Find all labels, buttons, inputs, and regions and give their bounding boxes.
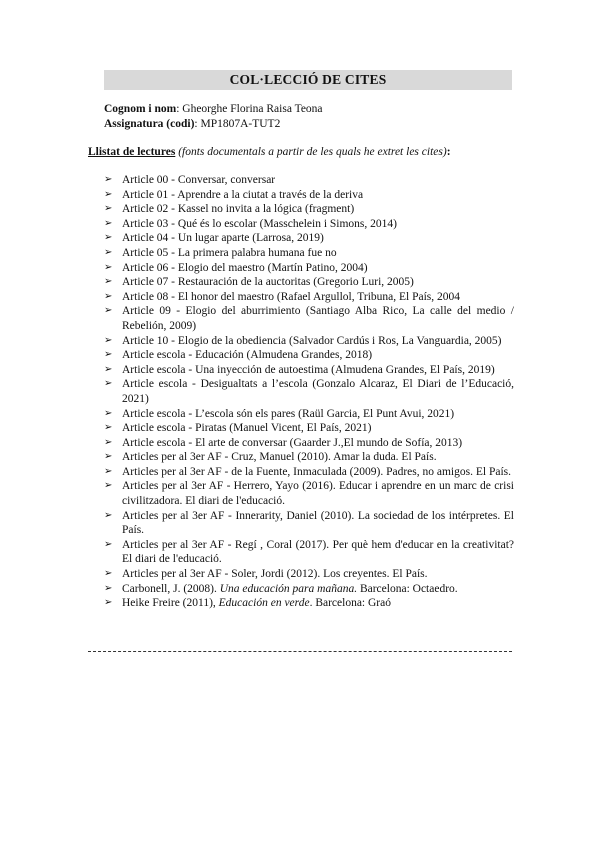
list-item-text: Article escola - Piratas (Manuel Vicent, El País, 2021) xyxy=(122,422,372,435)
list-item-text: Article escola - Desigualtats a l’escola (Gonzalo Alcaraz, El Diari de l’Educació, 2021) xyxy=(122,378,514,405)
arrow-bullet-icon: ➢ xyxy=(104,232,113,244)
list-item xyxy=(104,538,514,567)
arrow-bullet-icon: ➢ xyxy=(104,349,113,361)
list-item-text: Article 07 - Restauración de la auctoritas (Gregorio Luri, 2005) xyxy=(122,276,414,289)
list-item xyxy=(104,509,514,538)
arrow-bullet-icon: ➢ xyxy=(104,203,113,215)
reading-list-heading xyxy=(88,145,451,160)
arrow-bullet-icon: ➢ xyxy=(104,480,113,492)
reading-list xyxy=(104,173,514,611)
list-item xyxy=(104,202,514,217)
name-label: Cognom i nom xyxy=(104,103,177,115)
arrow-bullet-icon: ➢ xyxy=(104,217,113,229)
subject-label: Assignatura (codi) xyxy=(104,118,195,130)
list-item xyxy=(104,363,514,378)
arrow-bullet-icon: ➢ xyxy=(104,568,113,580)
list-item-text: Article escola - L’escola són els pares (Raül Garcia, El Punt Avui, 2021) xyxy=(122,407,455,420)
list-item xyxy=(104,334,514,349)
list-item xyxy=(104,188,514,203)
list-item xyxy=(104,450,514,465)
list-item xyxy=(104,436,514,451)
list-item-publisher: Barcelona: Octaedro. xyxy=(357,582,458,595)
arrow-bullet-icon: ➢ xyxy=(104,451,113,463)
document-title: COL·LECCIÓ DE CITES xyxy=(104,70,512,90)
list-item-text: Articles per al 3er AF - Regí , Coral (2017). Per què hem d'educar en la creativitat? El diari de l'educació. xyxy=(122,538,514,566)
list-item-text: Article 09 - Elogio del aburrimiento (Santiago Alba Rico, La calle del medio / Rebelión, 2009) xyxy=(122,305,514,332)
reading-list-note: (fonts documentals a partir de les quals he extret les cites) xyxy=(175,146,447,158)
arrow-bullet-icon: ➢ xyxy=(104,290,113,302)
subject-line xyxy=(104,117,323,132)
list-item-text: Heike Freire (2011), xyxy=(122,597,219,610)
list-item-publisher: . Barcelona: Graó xyxy=(309,597,391,610)
list-item-italic-title: Educación en verde xyxy=(218,597,310,610)
arrow-bullet-icon: ➢ xyxy=(104,407,113,419)
arrow-bullet-icon: ➢ xyxy=(104,378,113,390)
arrow-bullet-icon: ➢ xyxy=(104,246,113,258)
list-item-text: Articles per al 3er AF - de la Fuente, Inmaculada (2009). Padres, no amigos. El País. xyxy=(122,465,511,478)
list-item xyxy=(104,304,514,333)
arrow-bullet-icon: ➢ xyxy=(104,509,113,521)
list-item xyxy=(104,275,514,290)
list-item-text: Article 00 - Conversar, conversar xyxy=(122,174,276,186)
list-item xyxy=(104,231,514,246)
list-item-text: Article 06 - Elogio del maestro (Martín Patino, 2004) xyxy=(122,261,368,274)
list-item xyxy=(104,596,514,611)
arrow-bullet-icon: ➢ xyxy=(104,538,113,550)
list-item xyxy=(104,246,514,261)
arrow-bullet-icon: ➢ xyxy=(104,334,113,346)
list-item-text: Article 03 - Qué és lo escolar (Masschelein i Simons, 2014) xyxy=(122,217,397,230)
reading-list-colon: : xyxy=(446,146,451,158)
arrow-bullet-icon: ➢ xyxy=(104,436,113,448)
list-item xyxy=(104,217,514,232)
arrow-bullet-icon: ➢ xyxy=(104,174,113,185)
list-item-text: Article escola - El arte de conversar (Gaarder J.,El mundo de Sofía, 2013) xyxy=(122,436,463,449)
arrow-bullet-icon: ➢ xyxy=(104,422,113,434)
list-item xyxy=(104,421,514,436)
name-line xyxy=(104,102,323,117)
list-item-text: Articles per al 3er AF - Soler, Jordi (2012). Los creyentes. El País. xyxy=(122,568,428,581)
list-item-text: Article 02 - Kassel no invita a la lógica (fragment) xyxy=(122,203,355,216)
subject-value: : MP1807A-TUT2 xyxy=(194,118,281,130)
arrow-bullet-icon: ➢ xyxy=(104,465,113,477)
list-item xyxy=(104,479,514,508)
list-item-text: Article 05 - La primera palabra humana fue no xyxy=(122,246,337,259)
arrow-bullet-icon: ➢ xyxy=(104,363,113,375)
student-info xyxy=(104,102,323,132)
list-item-text: Article escola - Educación (Almudena Grandes, 2018) xyxy=(122,349,373,362)
list-item-text: Article 04 - Un lugar aparte (Larrosa, 2019) xyxy=(122,232,324,245)
list-item xyxy=(104,465,514,480)
arrow-bullet-icon: ➢ xyxy=(104,597,113,609)
list-item-text: Articles per al 3er AF - Herrero, Yayo (2016). Educar i aprendre en un marc de crisi civilitzadora. El diari de l'educació. xyxy=(122,480,514,508)
list-item-text: Article 08 - El honor del maestro (Rafael Argullol, Tribuna, El País, 2004 xyxy=(122,290,461,303)
list-item xyxy=(104,582,514,597)
list-item-text: Articles per al 3er AF - Innerarity, Daniel (2010). La sociedad de los intérpretes. El País. xyxy=(122,509,514,537)
dashed-separator xyxy=(88,651,512,652)
list-item xyxy=(104,290,514,305)
list-item-text: Carbonell, J. (2008). xyxy=(122,582,220,595)
arrow-bullet-icon: ➢ xyxy=(104,188,113,200)
name-value: : Gheorghe Florina Raisa Teona xyxy=(176,103,323,115)
list-item xyxy=(104,377,514,406)
arrow-bullet-icon: ➢ xyxy=(104,305,113,317)
list-item xyxy=(104,173,514,188)
arrow-bullet-icon: ➢ xyxy=(104,276,113,288)
list-item xyxy=(104,567,514,582)
list-item-italic-title: Una educación para mañana. xyxy=(219,582,358,595)
list-item-text: Article 01 - Aprendre a la ciutat a través de la deriva xyxy=(122,188,364,201)
list-item xyxy=(104,407,514,422)
list-item-text: Article escola - Una inyección de autoestima (Almudena Grandes, El País, 2019) xyxy=(122,363,495,376)
arrow-bullet-icon: ➢ xyxy=(104,261,113,273)
list-item-text: Articles per al 3er AF - Cruz, Manuel (2010). Amar la duda. El País. xyxy=(122,451,437,464)
reading-list-title: Llistat de lectures xyxy=(88,146,176,158)
arrow-bullet-icon: ➢ xyxy=(104,582,113,594)
list-item xyxy=(104,261,514,276)
list-item-text: Article 10 - Elogio de la obediencia (Salvador Cardús i Ros, La Vanguardia, 2005) xyxy=(122,334,502,347)
list-item xyxy=(104,348,514,363)
